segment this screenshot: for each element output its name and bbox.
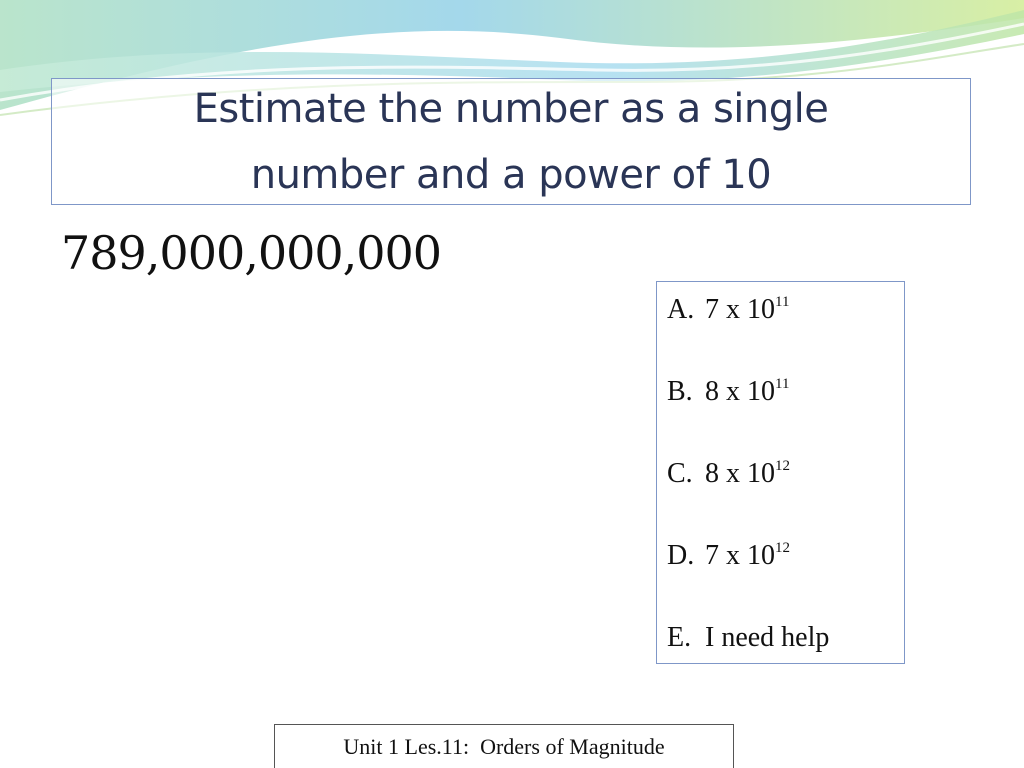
option-text: I need help (705, 622, 830, 653)
option-text: 8 x $10^{11}$ (705, 376, 790, 407)
option-c[interactable] (667, 458, 904, 540)
option-letter: C. (667, 458, 693, 489)
footer-label: Unit 1 Les.11: Orders of Magnitude (274, 724, 734, 768)
option-text: 7 x $10^{12}$ (705, 540, 790, 571)
slide-title-line-2: number and a power of 10 (250, 151, 772, 198)
number-to-estimate: 789,000,000,000 (61, 226, 442, 280)
option-b[interactable] (667, 376, 904, 458)
option-d[interactable] (667, 540, 904, 622)
option-exponent: 11 (775, 294, 790, 310)
slide-title-line-1: Estimate the number as a single (193, 85, 829, 132)
option-a[interactable] (667, 294, 904, 376)
option-letter: D. (667, 540, 695, 571)
answer-options-box (656, 281, 905, 664)
option-exponent: 12 (775, 540, 790, 556)
option-exponent: 12 (775, 458, 790, 474)
option-letter: A. (667, 294, 695, 325)
option-exponent: 11 (775, 376, 790, 392)
option-letter: B. (667, 376, 693, 407)
option-text: 7 x $10^{11}$ (705, 294, 790, 325)
slide-title-box (51, 78, 971, 205)
option-text: 8 x $10^{12}$ (705, 458, 790, 489)
option-letter: E. (667, 622, 692, 653)
option-e[interactable] (667, 622, 904, 704)
